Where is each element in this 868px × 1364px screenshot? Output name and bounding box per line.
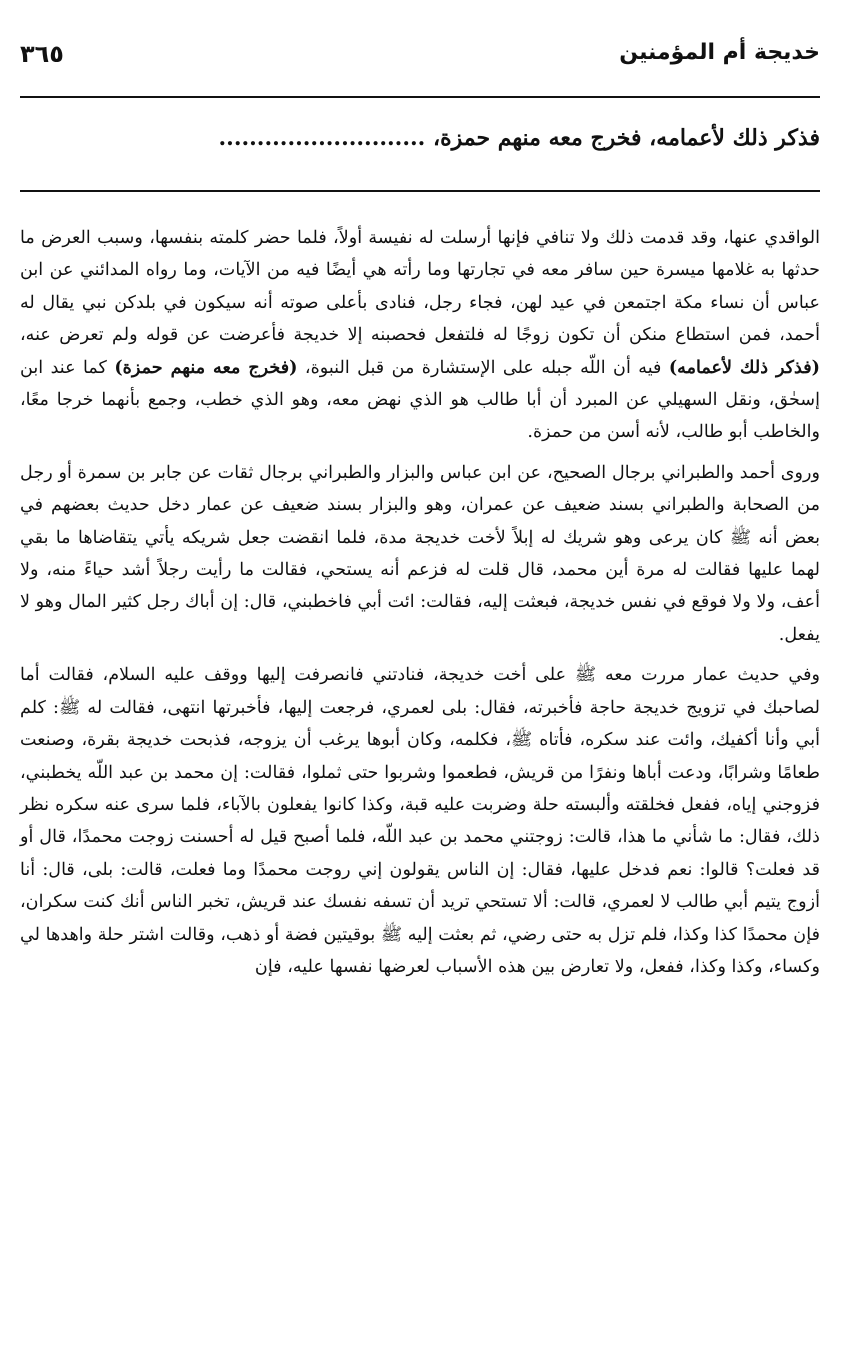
commentary-paragraph-1 (20, 222, 820, 449)
commentary-paragraph-2: وروى أحمد والطبراني برجال الصحيح، عن ابن عباس والبزار والطبراني برجال ثقات عن جابر بن سمرة أو رجل من الصحابة والطبراني بسند ضعيف عن عمران، وهو والبزار بسند ضعيف عن عمار دخل حديث بعضهم في بعض أنه ﷺ كان يرعى وهو شريك له إبلاً لأخت خديجة مدة، فلما انقضت جعل شريكه يأتي يتقاضاها ما بقي لهما عليها فقالت له مرة أين محمد، قال قلت له فزعم أنه يستحي، فقالت ما رأيت رجلاً أشد حياءً منه، ولا أعف، ولا ولا فوقع في نفس خديجة، فبعثت إليه، فقالت: ائت أبي فاخطبني، قال: إن أباك رجل كثير المال وهو لا يفعل. (20, 462, 820, 645)
running-header (20, 36, 820, 76)
commentary-body (20, 222, 820, 991)
quoted-phrase-1: (فذكر ذلك لأعمامه) (668, 356, 821, 378)
quoted-phrase-2: (فخرج معه منهم حمزة) (114, 356, 298, 378)
commentary-paragraph-3: وفي حديث عمار مررت معه ﷺ على أخت خديجة، فنادتني فانصرفت إليها ووقف عليه السلام، فقالت أما لصاحبك في تزويج خديجة حاجة فأخبرته، فقال: بلى لعمري، فرجعت إليها، فأخبرتها انتهى، فقالت له ﷺ: كلم أبي وأنا أكفيك، وائت عند سكره، فأتاه ﷺ، فكلمه، وكان أبوها يرغب أن يزوجه، فذبحت خديجة بقرة، وصنعت طعامًا وشرابًا، ودعت أباها ونفرًا من قريش، فطعموا وشربوا حتى ثملوا، فقالت: إن محمد بن عبد اللّه يخطبني، فزوجني إياه، ففعل فخلقته وألبسته حلة وضربت عليه قبة، وكذا كانوا يفعلون بالآباء، فلما سرى عنه سكره نظر ذلك، فقال: ما شأني ما هذا، قالت: زوجتني محمد بن عبد اللّه، فلما أصبح قيل له أحسنت زوجت محمدًا، قال أو قد فعلت؟ قالوا: نعم فدخل عليها، فقال: إن الناس يقولون إني روجت محمدًا وما فعلت، قالت: بلى، قال: أنا أزوج يتيم أبي طالب لا لعمري، قالت: ألا تستحي تريد أن تسفه نفسك عند قريش، تخبر الناس أنك كنت سكران، فإن محمدًا كذا وكذا، فلم تزل به حتى رضي، ثم بعثت إليه ﷺ بوقيتين فضة أو ذهب، وقالت اشتر حلة واهدها لي وكساء، وكذا وكذا، ففعل، ولا تعارض بين هذه الأسباب لعرضها نفسها عليه، فإن (20, 665, 820, 977)
paragraph-1-text-a: الواقدي عنها، وقد قدمت ذلك ولا تنافي فإنها أرسلت له نفيسة أولاً، فلما حضر كلمته بنفسها، وسبب العرض ما حدثها به غلامها ميسرة حين سافر معه في تجارتها وما رأته هي أيضًا فيه من الآيات، وما رواه المدائني عن ابن عباس أن نساء مكة اجتمعن في عيد لهن، فجاء رجل، فنادى بأعلى صوته أنه سيكون في بلدكن نبي يقال له أحمد، فمن استطاع منكن أن تكون زوجًا له فلتفعل فحصبنه إلا خديجة فأعرضت عن قوله ولم تعرض عنه، (20, 228, 820, 346)
main-text-line (20, 118, 820, 158)
paragraph-1-text-b: فيه أن اللّه جبله على الإستشارة من قبل النبوة، (304, 357, 662, 378)
running-title: خديجة أم المؤمنين (619, 40, 820, 65)
header-divider (20, 96, 820, 98)
commentary-divider (20, 190, 820, 192)
paragraph-1-text-c: كما عند ابن إسحٰق، ونقل السهيلي عن المبرد أن أبا طالب هو الذي نهض معه، وهو الذي خطب، وجمع بأنهما خرجا معًا، والخاطب أبو طالب، لأنه أسن من حمزة. (20, 357, 820, 443)
page-number: ٣٦٥ (20, 40, 64, 68)
ellipsis-dots: ........................... (218, 125, 426, 151)
main-text: فذكر ذلك لأعمامه، فخرج معه منهم حمزة، (433, 125, 820, 151)
